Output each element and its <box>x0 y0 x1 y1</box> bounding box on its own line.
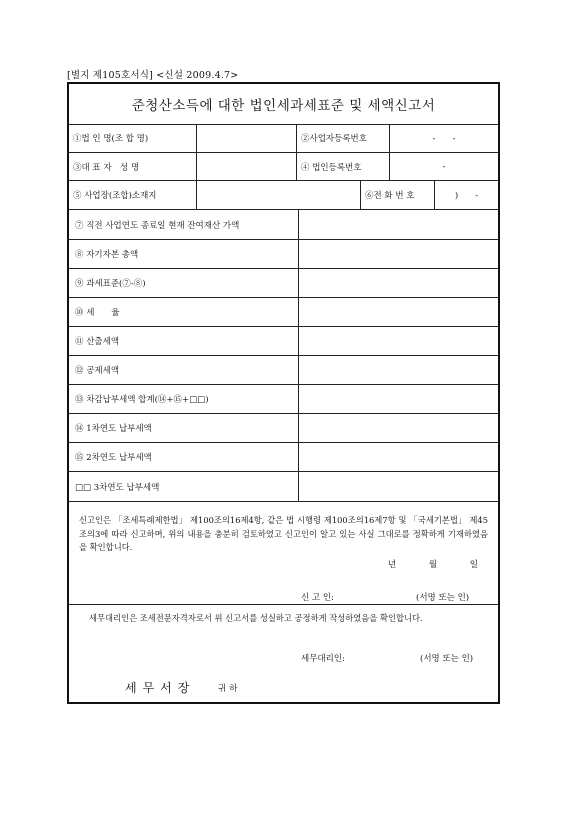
item-label: □□ 3차연도 납부세액 <box>75 482 160 493</box>
item-value-field[interactable] <box>298 443 498 471</box>
item-label: ⑫ 공제세액 <box>75 366 120 376</box>
corp-reg-no-field[interactable]: - <box>442 161 446 172</box>
biz-reg-no-field[interactable]: - - <box>432 134 456 144</box>
item-row <box>69 327 498 356</box>
item-label: ⑭ 1차연도 납부세액 <box>75 424 152 434</box>
info-row-ceo <box>69 153 498 181</box>
item-value-field[interactable] <box>298 240 498 268</box>
date-line <box>358 558 478 570</box>
tax-agent-label: 세무대리인: <box>301 654 345 664</box>
item-row <box>69 385 498 414</box>
item-value-field[interactable] <box>298 298 498 326</box>
corp-reg-no-label: ④ 법인등록번호 <box>297 153 390 180</box>
item-value-field[interactable] <box>298 385 498 413</box>
form-title: 준청산소득에 대한 법인세과세표준 및 세액신고서 <box>69 84 498 125</box>
corp-name-label: ①법 인 명(조 합 명) <box>69 124 197 152</box>
item-label: ⑪ 산출세액 <box>75 337 120 347</box>
item-value-field[interactable] <box>298 327 498 355</box>
biz-reg-no-label: ②사업자등록번호 <box>297 124 390 152</box>
item-row <box>69 210 498 240</box>
declaration-section <box>69 502 498 605</box>
corp-name-field[interactable] <box>197 124 297 152</box>
month-label: 월 <box>428 560 438 570</box>
form-header-note: [별지 제105호서식] <신설 2009.4.7> <box>67 70 239 81</box>
info-row-corp <box>69 124 498 153</box>
item-row <box>69 414 498 443</box>
item-label: ⑧ 자기자본 총액 <box>75 250 139 260</box>
item-label: ⑩ 세 율 <box>75 308 120 318</box>
item-value-field[interactable] <box>298 414 498 442</box>
item-value-field[interactable] <box>298 356 498 384</box>
declarant-label: 신 고 인: <box>301 593 334 603</box>
address-field[interactable] <box>197 181 361 209</box>
tax-agent-text: 세무대리인은 조세전문자격자로서 위 신고서를 성실하고 공정하게 작성하였음을 확인합니다. <box>89 613 423 623</box>
item-label: ⑮ 2차연도 납부세액 <box>75 453 152 463</box>
item-label: ⑬ 차감납부세액 합계(⑭+⑮+□□) <box>75 395 209 405</box>
ceo-name-label: ③대 표 자 성 명 <box>69 153 197 180</box>
item-row <box>69 240 498 269</box>
item-value-field[interactable] <box>298 269 498 297</box>
item-row <box>69 269 498 298</box>
year-label: 년 <box>387 560 397 570</box>
recipient-honorific: 귀하 <box>218 684 241 694</box>
info-row-address <box>69 181 498 210</box>
item-value-field[interactable] <box>298 472 498 501</box>
item-row <box>69 472 498 502</box>
declarant-signature[interactable]: (서명 또는 인) <box>416 593 470 603</box>
item-label: ⑨ 과세표준(⑦-⑧) <box>75 279 146 289</box>
item-row <box>69 356 498 385</box>
address-label: ⑤ 사업장(조합)소재지 <box>69 181 197 209</box>
item-label: ⑦ 직전 사업연도 종료일 현재 잔여재산 가액 <box>75 220 240 231</box>
item-value-field[interactable] <box>298 210 498 239</box>
declaration-text: 신고인은 「조세특례제한법」 제100조의16제4항, 같은 법 시행령 제100조의16제7항 및 「국세기본법」 제45조의3에 따라 신고하며, 위의 내용을 충분히 검토하였고 신고인이 알고 있는 사실 그대로를 정확하게 기재하였음을 확인합니다. <box>79 515 488 552</box>
item-row <box>69 443 498 472</box>
phone-field[interactable]: ) - <box>454 191 479 201</box>
phone-label: ⑥전 화 번 호 <box>361 181 435 209</box>
item-row <box>69 298 498 327</box>
recipient-office: 세무서장 <box>125 681 196 695</box>
ceo-name-field[interactable] <box>197 153 297 180</box>
tax-agent-section <box>69 604 498 702</box>
day-label: 일 <box>469 560 478 570</box>
tax-agent-signature[interactable]: (서명 또는 인) <box>420 654 474 664</box>
tax-return-form <box>67 82 500 704</box>
